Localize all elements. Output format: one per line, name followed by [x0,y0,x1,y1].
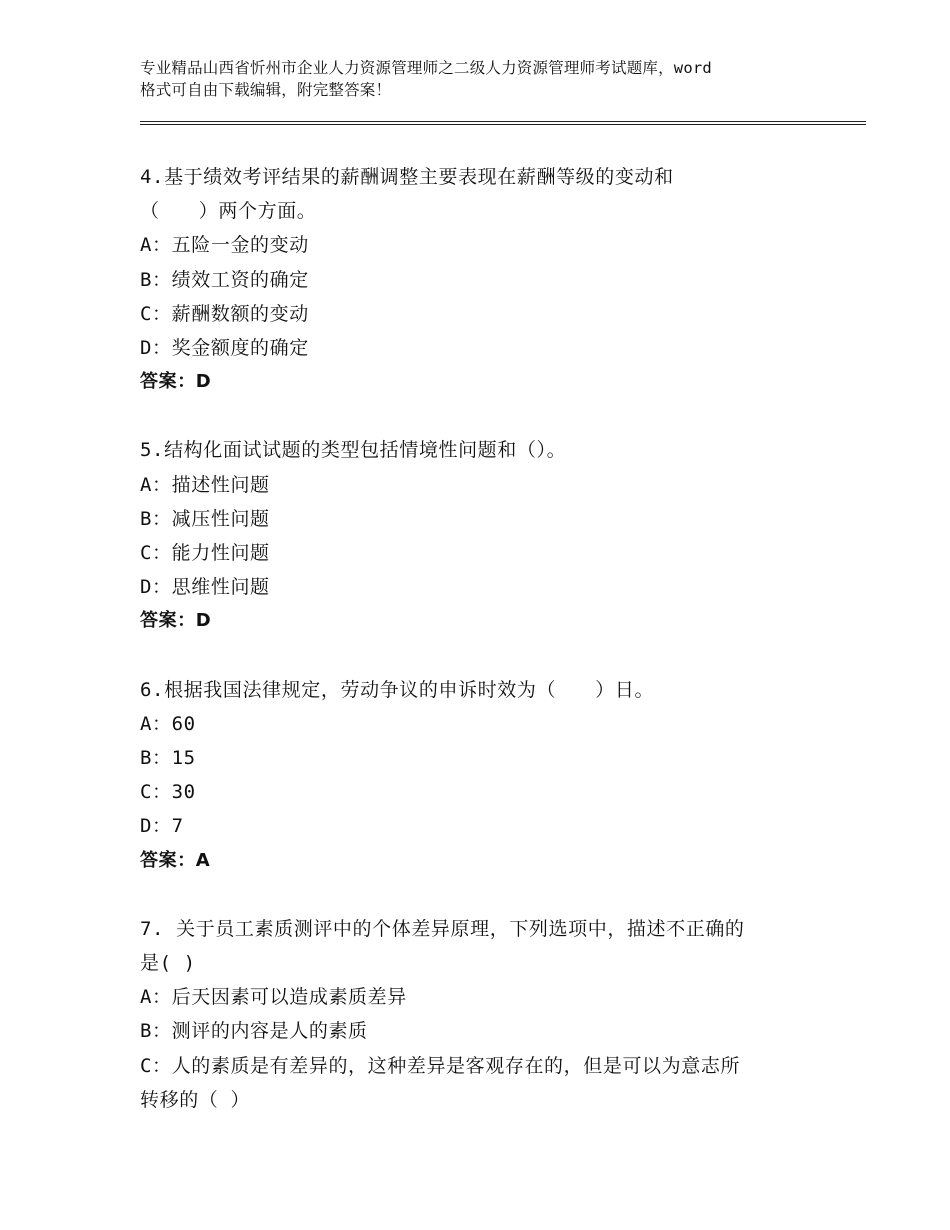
option-d: D：思维性问题 [140,576,270,599]
question-list [140,160,820,1151]
question-stem: 5.结构化面试试题的类型包括情境性问题和（）。 [140,439,567,462]
option-a: A：描述性问题 [140,473,270,496]
question-stem: 7. 关于员工素质测评中的个体差异原理，下列选项中，描述不正确的 [140,917,745,940]
option-c: C：人的素质是有差异的，这种差异是客观存在的，但是可以为意志所 [140,1054,741,1077]
option-d: D：奖金额度的确定 [140,337,309,360]
option-a: A：五险一金的变动 [140,234,309,257]
answer-label: 答案：D [140,610,212,632]
option-b: B：绩效工资的确定 [140,268,309,291]
answer-label: 答案：D [140,371,212,393]
option-c: C：能力性问题 [140,542,270,565]
question-stem: （ ）两个方面。 [140,200,317,223]
option-c: C：30 [140,781,196,804]
option-b: B：减压性问题 [140,507,270,530]
option-a: A：60 [140,712,196,735]
option-d: D：7 [140,815,184,838]
question-stem: 6.根据我国法律规定，劳动争议的申诉时效为（ ）日。 [140,678,655,701]
header-divider-top [140,121,866,122]
question-stem: 4.基于绩效考评结果的薪酬调整主要表现在薪酬等级的变动和 [140,166,674,188]
header-divider-bottom [140,124,866,125]
option-c-continued: 转移的（ ） [140,1088,251,1111]
option-c: C：薪酬数额的变动 [140,302,309,325]
header-line-1: 专业精品山西省忻州市企业人力资源管理师之二级人力资源管理师考试题库，word [140,59,712,77]
question-4 [140,160,820,399]
header-line-2: 格式可自由下载编辑，附完整答案！ [140,81,392,99]
question-5 [140,433,820,638]
question-stem: 是( ) [140,952,196,975]
option-b: B：测评的内容是人的素质 [140,1020,368,1043]
answer-label: 答案：A [140,849,211,871]
question-6 [140,673,820,878]
document-header [140,57,840,101]
option-b: B：15 [140,747,196,770]
option-a: A：后天因素可以造成素质差异 [140,986,407,1009]
question-7 [140,912,820,1117]
